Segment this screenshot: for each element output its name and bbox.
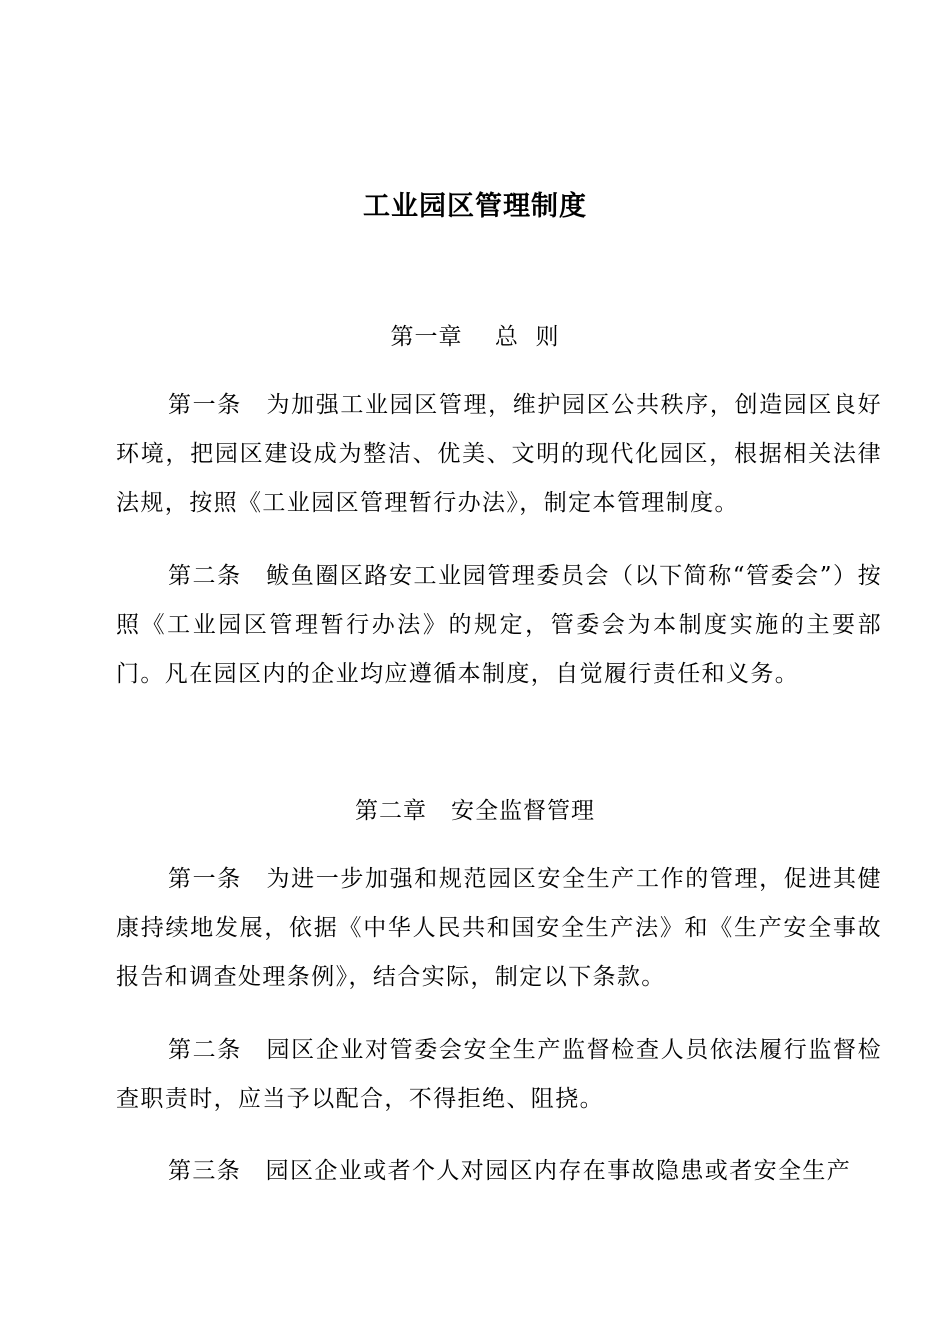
chapter-heading: 第二章 安全监督管理 (355, 798, 595, 824)
article-number: 第一条 (168, 392, 267, 418)
article-text: 为进一步加强和规范园区安全生产工作的管理，促进其健康持续地发展，依据《中华人民共和国安全生产法》和《生产安全事故报告和调查处理条例》，结合实际，制定以下条款。 (116, 866, 882, 990)
article-paragraph (116, 381, 882, 528)
article-text: 园区企业对管委会安全生产监督检查人员依法履行监督检查职责时，应当予以配合，不得拒绝、阻挠。 (116, 1037, 882, 1112)
article-paragraph (116, 855, 882, 1002)
article-paragraph (116, 552, 882, 699)
chapter-heading: 第一章 总 则 (390, 324, 560, 350)
document-title: 工业园区管理制度 (363, 191, 587, 222)
article-number: 第一条 (168, 866, 267, 892)
article-number: 第二条 (168, 1037, 267, 1063)
article-paragraph (116, 1026, 882, 1124)
article-text: 为加强工业园区管理，维护园区公共秩序，创造园区良好环境，把园区建设成为整洁、优美、文明的现代化园区，根据相关法律法规，按照《工业园区管理暂行办法》，制定本管理制度。 (116, 392, 882, 516)
article-number: 第三条 (168, 1158, 266, 1184)
article-number: 第二条 (168, 563, 267, 589)
article-text: 园区企业或者个人对园区内存在事故隐患或者安全生产 (265, 1158, 852, 1184)
article-paragraph (116, 1147, 882, 1196)
article-text: 鲅鱼圈区路安工业园管理委员会（以下简称“管委会”）按照《工业园区管理暂行办法》的规定，管委会为本制度实施的主要部门。凡在园区内的企业均应遵循本制度，自觉履行责任和义务。 (116, 563, 882, 687)
